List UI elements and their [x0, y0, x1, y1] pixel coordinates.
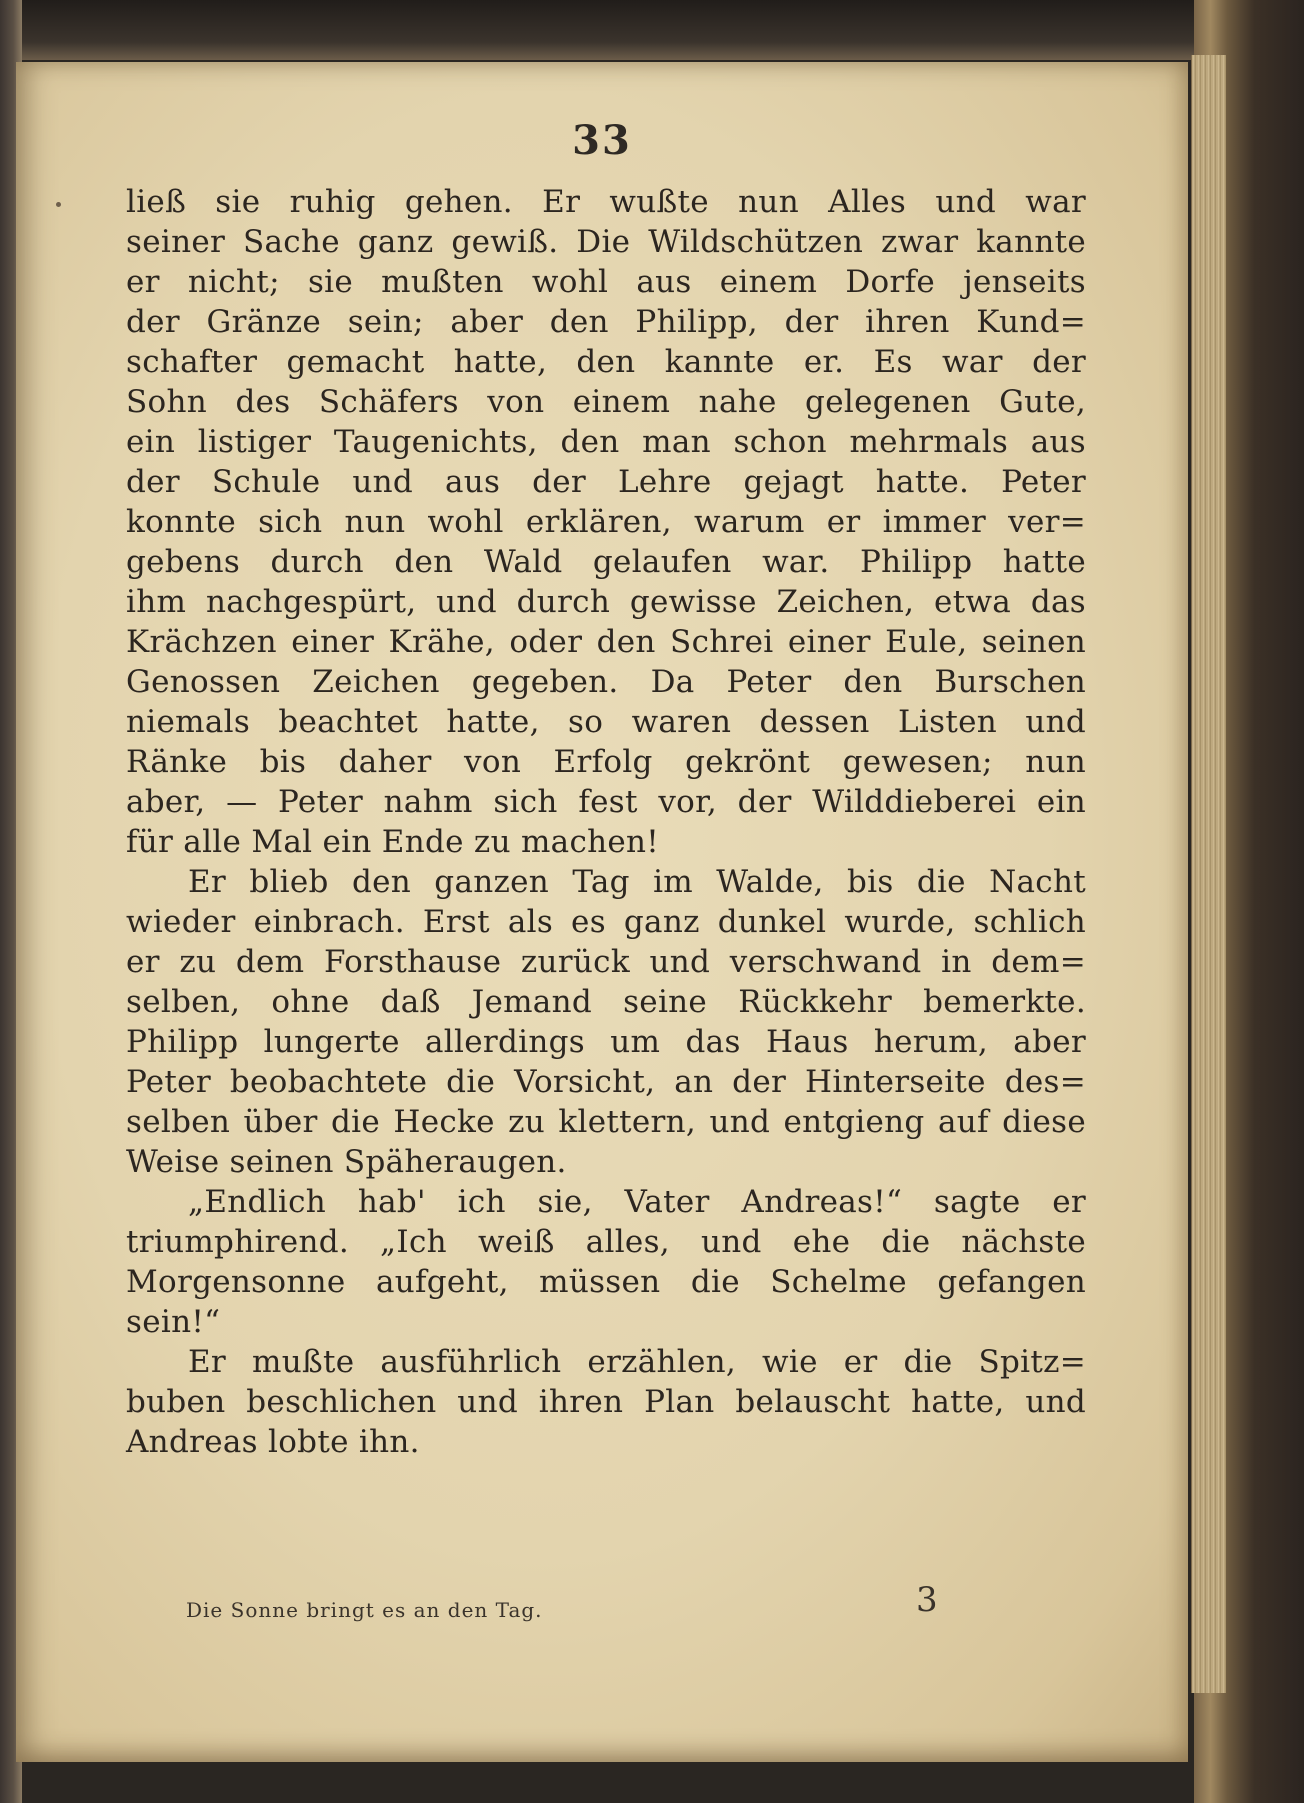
text-line: ein listiger Taugenichts, den man schon mehrmals aus [126, 424, 1086, 460]
text-line: selben über die Hecke zu klettern, und entgieng auf diese [126, 1104, 1086, 1140]
text-line: gebens durch den Wald gelaufen war. Philipp hatte [126, 544, 1086, 580]
text-line: der Gränze sein; aber den Philipp, der ihren Kund= [126, 304, 1086, 340]
text-line: Er mußte ausführlich erzählen, wie er die Spitz= [188, 1344, 1086, 1380]
text-line: konnte sich nun wohl erklären, warum er immer ver= [126, 504, 1086, 540]
text-line: aber, — Peter nahm sich fest vor, der Wilddieberei ein [126, 784, 1086, 820]
text-line: ihm nachgespürt, und durch gewisse Zeichen, etwa das [126, 584, 1086, 620]
text-line: der Schule und aus der Lehre gejagt hatte. Peter [126, 464, 1086, 500]
text-line: schafter gemacht hatte, den kannte er. Es war der [126, 344, 1086, 380]
text-line: buben beschlichen und ihren Plan belauscht hatte, und [126, 1384, 1086, 1420]
text-line: er zu dem Forsthause zurück und verschwand in dem= [126, 944, 1086, 980]
signature-mark: 3 [916, 1580, 938, 1620]
page-number: 33 [572, 117, 632, 164]
text-line: Peter beobachtete die Vorsicht, an der Hinterseite des= [126, 1064, 1086, 1100]
book-page [16, 62, 1188, 1762]
text-line: für alle Mal ein Ende zu machen! [126, 824, 660, 860]
text-line: triumphirend. „Ich weiß alles, und ehe die nächste [126, 1224, 1086, 1260]
text-line: Krächzen einer Krähe, oder den Schrei einer Eule, seinen [126, 624, 1086, 660]
text-line: wieder einbrach. Erst als es ganz dunkel wurde, schlich [126, 904, 1086, 940]
text-line: Morgensonne aufgeht, müssen die Schelme gefangen [126, 1264, 1086, 1300]
text-line: „Endlich hab' ich sie, Vater Andreas!“ sagte er [188, 1184, 1086, 1220]
text-line: Philipp lungerte allerdings um das Haus herum, aber [126, 1024, 1086, 1060]
text-line: Genossen Zeichen gegeben. Da Peter den Burschen [126, 664, 1086, 700]
text-line: sein!“ [126, 1304, 221, 1340]
text-line: Er blieb den ganzen Tag im Walde, bis die Nacht [188, 864, 1086, 900]
page-stack [1191, 55, 1226, 1693]
margin-mark [56, 202, 61, 207]
text-line: ließ sie ruhig gehen. Er wußte nun Alles und war [126, 184, 1086, 220]
footer-book-title: Die Sonne bringt es an den Tag. [186, 1598, 543, 1622]
text-line: selben, ohne daß Jemand seine Rückkehr bemerkte. [126, 984, 1086, 1020]
text-line: niemals beachtet hatte, so waren dessen Listen und [126, 704, 1086, 740]
body-text [126, 182, 1086, 1462]
book-edge-top [0, 0, 1304, 60]
text-line: Andreas lobte ihn. [126, 1424, 420, 1460]
text-line: Sohn des Schäfers von einem nahe gelegenen Gute, [126, 384, 1086, 420]
text-line: er nicht; sie mußten wohl aus einem Dorfe jenseits [126, 264, 1086, 300]
text-line: seiner Sache ganz gewiß. Die Wildschützen zwar kannte [126, 224, 1086, 260]
text-line: Ränke bis daher von Erfolg gekrönt gewesen; nun [126, 744, 1086, 780]
text-line: Weise seinen Späheraugen. [126, 1144, 567, 1180]
